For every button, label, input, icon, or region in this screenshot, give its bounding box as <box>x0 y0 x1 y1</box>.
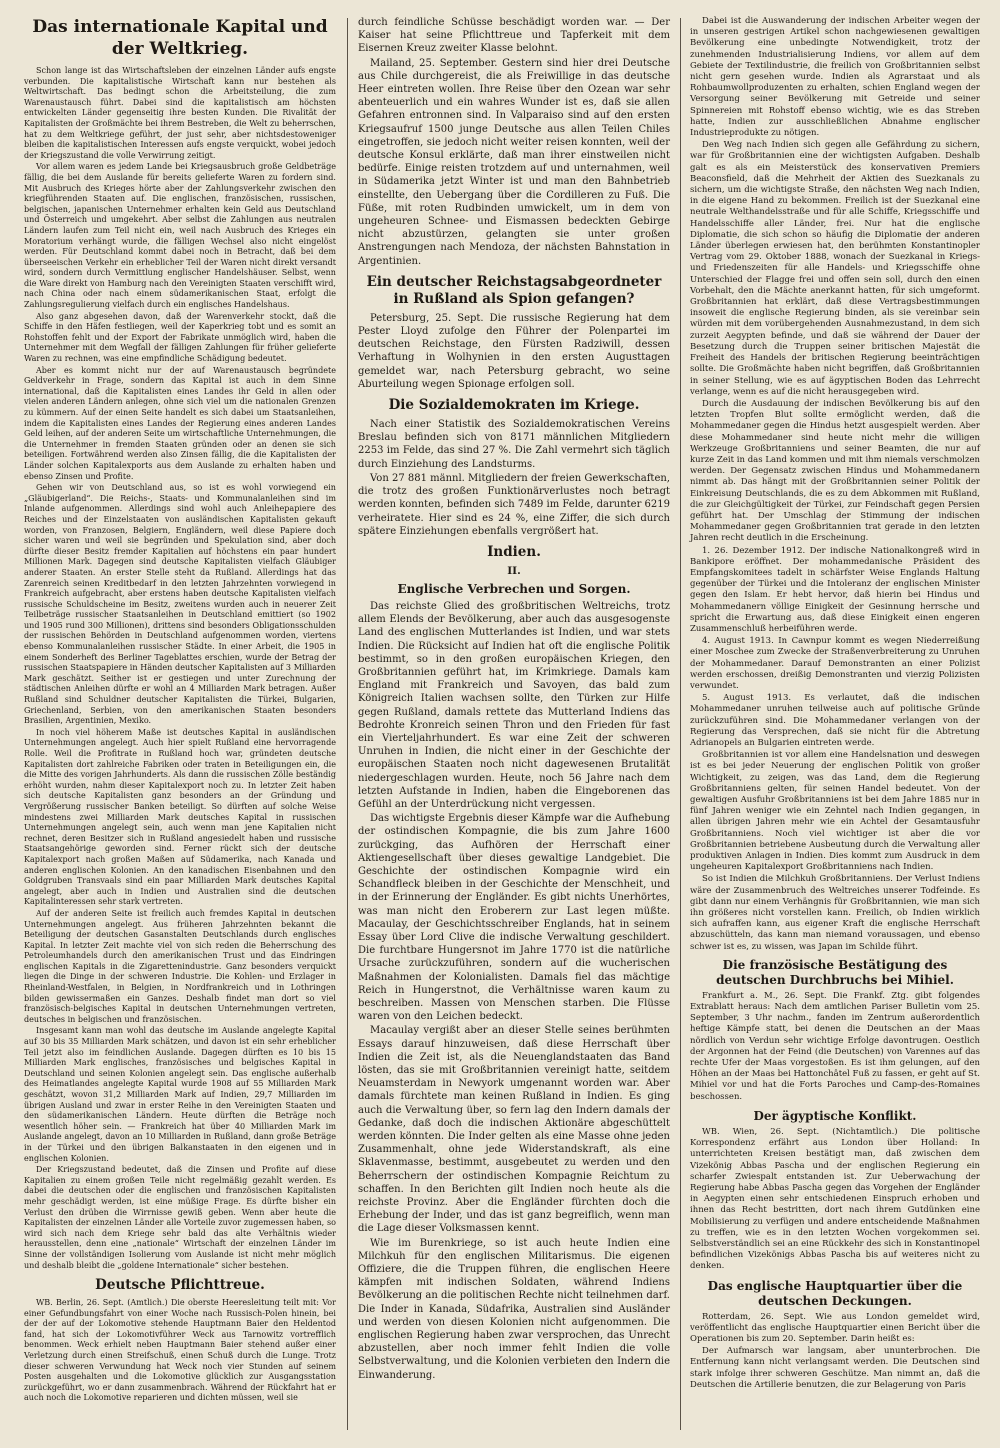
paragraph: Das wichtigste Ergebnis dieser Kämpfe war die Aufhebung der ostindischen Kompagnie, die bis zum Jahre 1600 zurückging, das Aufhören der Herrschaft einer Aktiengesellschaft über dieses gewaltige Landgebiet. Die Geschichte der ostindischen Kompagnie wird ein Schandfleck bleiben in der Geschichte der Menschheit, und in der Erinnerung der Engländer. Es gibt nichts Unerhörtes, was man nicht den Eroberern zur Last legen müßte. Macaulay, der Geschichtsschreiber Englands, hat in seinem Essay über Lord Clive die indische Verwaltung geschildert. Die furchtbare Hungersnot im Jahre 1770 ist die natürliche Ursache zurückzuführen, sondern auf die wucherischen Maßnahmen der Kolonialisten. Damals fiel das mächtige Reich in Hungerstnot, die Verhältnisse waren kaum zu beschreiben. Massen von Menschen starben. Die Flüsse waren von den Leichen bedeckt. <box>358 813 670 1023</box>
paragraph: Großbritannien ist vor allem eine Handelsnation und deswegen ist es bei jeder Neuerung der englischen Politik von großer Wichtigkeit, zu zeigen, was das Land, dem die Regierung Großbritanniens gelten, für seinen Handel bedeutet. Von der gewaltigen Ausfuhr Großbritanniens ist bei dem Jahre 1885 nur in fünf Jahren weniger wie ein Zehntel nach Indien gegangen, in allen übrigen Jahren mehr wie ein Achtel der Gesamtausfuhr Großbritanniens. Noch viel wichtiger ist aber die vor Großbritannien betriebene Ausbeutung durch die Verwaltung aller produktiven Anlagen in Indien. Dies kommt zum Ausdruck in dem ungeheuren Kapitalexport Großbritanniens nach Indien. <box>690 750 980 873</box>
paragraph: Vor allem waren es jedem Lande bei Kriegsausbruch große Geldbeträge fällig, die bei dem Auslande für bereits gelieferte Waren zu fordern sind. Mit Ausbruch des Krieges hörte aber der Zahlungsverkehr zwischen den kriegführenden Staaten auf. Die englischen, französischen, russischen, belgischen, japanischen Unternehmer erhalten kein Geld aus Deutschland und Österreich und umgekehrt. Aber selbst die Zahlungen aus neutralen Ländern laufen zum Teil nicht ein, weil nach Ausbruch des Krieges ein Moratorium verhängt wurde, die fälligen Wechsel also nicht eingelöst werden. Für Deutschland kommt dabei noch in Betracht, daß bei dem überseeischen Verkehr ein erheblicher Teil der Waren nicht direkt versandt wird, sondern durch Vermittlung englischer Handelshäuser. Selbst, wenn die Ware direkt von Hamburg nach den Vereinigten Staaten verschifft wird, nach China oder nach einem südamerikanischen Staat, erfolgt die Zahlungsregulierung vielfach durch ein englisches Handelshaus. <box>24 162 336 310</box>
article-international-capital <box>24 16 336 1271</box>
article-title: Der ägyptische Konflikt. <box>753 1108 917 1123</box>
paragraph: Der Aufmarsch war langsam, aber ununterbrochen. Die Entfernung kann nicht verlangsamt werden. Die Deutschen sind stark infolge ihrer schweren Geschütze. Man nimmt an, daß die Deutschen die Artillerie benutzen, die zur Belagerung von Paris <box>690 1346 980 1390</box>
paragraph: Rotterdam, 26. Sept. Wie aus London gemeldet wird, veröffentlicht das englische Hauptquartier einen Bericht über die Operationen bis zum 20. September. Darin heißt es: <box>690 1311 980 1344</box>
article-title: Ein deutscher Reichstagsabgeordneter in Rußland als Spion gefangen? <box>366 273 662 307</box>
article-egyptian-conflict <box>690 1109 980 1273</box>
article-title: Die Sozialdemokraten im Kriege. <box>388 397 640 414</box>
paragraph: Mailand, 25. September. Gestern sind hier drei Deutsche aus Chile durchgereist, die als Freiwillige in das deutsche Heer eintreten wollen. Ihre Reise über den Ozean war sehr abenteuerlich und ein wahres Wunder ist es, daß sie allen Gefahren entronnen sind. In Valparaiso sind auf den ersten Kriegsaufruf 1500 junge Deutsche aus allen Teilen Chiles eingetroffen, sie jedoch nicht weiter reisen konnten, weil der deutsche Konsul erklärte, daß man ihrer einstweilen nicht bedürfe. Einige reisten trotzdem auf und unternahmen, weil in Südamerika jetzt Winter ist und man den Bahnbetrieb einstellte, den Uebergang über die Cordilleren zu Fuß. Die Füße, mit roten Rudbinden umwickelt, um in dem von ungeheuren Schnee- und Eismassen bedeckten Gebirge nicht abzustürzen, gelangten sie unter großen Anstrengungen nach Mendoza, der nächsten Bahnstation in Argentinien. <box>358 57 670 267</box>
paragraph: Frankfurt a. M., 26. Sept. Die Frankf. Ztg. gibt folgendes Extrablatt heraus: Nach dem amtlichen Pariser Bulletin vom 25. September, 3 Uhr nachm., fanden im Zentrum außerordentlich heftige Kämpfe statt, bei denen die Deutschen an der Maas nördlich von Verdun sehr wichtige Erfolge davontrugen. Oestlich der Argonnen hat der Feind (die Deutschen) von Varennes auf das rechte Ufer der Maas vorgestoßen. Es ist ihm gelungen, auf den Höhen an der Maas bei Hattonchâtel Fuß zu fassen, er geht auf St. Mihiel vor und hat die Forts Paroches und Camp-des-Romaines beschossen. <box>690 990 981 1102</box>
article-subtitle: Englische Verbrechen und Sorgen. <box>397 581 631 596</box>
paragraph: Das reichste Glied des großbritischen Weltreichs, trotz allem Elends der Bevölkerung, aber auch das ausgesogenste Land des englischen Mutterlandes ist Indien, und war stets Indien. Die Rücksicht auf Indien hat oft die englische Politik bestimmt, so in den großen europäischen Kriegen, den Großbritannien geführt hat, im Krimkriege. Damals kam England mit Frankreich und Savoyen, das bald zum Königreich Italien wachsen sollte, den Türken zur Hilfe gegen Rußland, damals rettete das Mutterland Indiens das Bedrohte Kronreich seinen Thron und den Frieden für fast ein Vierteljahrhundert. Es war eine Zeit der schweren Unruhen in Indien, die nicht einer in der Geschichte der europäischen Staaten noch nicht dagewesenen Brutalität niedergeschlagen wurden. Heute, noch 56 Jahre nach dem letzten Aufstande in Indien, haben die Eingeborenen das Gefühl an der Unterdrückung nicht vergessen. <box>358 600 670 810</box>
column-3 <box>690 16 980 1397</box>
paragraph: WB. Wien, 26. Sept. (Nichtamtlich.) Die politische Korrespondenz erfährt aus London über Holland: In unterrichteten Kreisen bestätigt man, daß zwischen dem Vizekönig Abbas Pascha und der englischen Regierung ein scharfer Zwiespalt entstanden ist. Zur Ueberwachung der Regierung habe Abbas Pascha gegen das Vorgehen der Engländer in Aegypten einen sehr entschiedenen Einspruch erhoben und ihnen das Recht bestritten, dort nach ihrem Gutdünken eine Mobilisierung zu verfügen und andere entscheidende Maßnahmen zu treffen, wie es in den letzten Wochen vorgekommen sei. Selbstverständlich sei an eine Rückkehr des sich in Konstantinopel befindlichen Vizekönigs Abbas Pascha bis auf weiteres nicht zu denken. <box>690 1126 980 1272</box>
section-number: II. <box>507 564 521 577</box>
article-title: Indien. <box>487 543 541 560</box>
article-title: Die französische Bestätigung des deutschen Durchbruchs bei Mihiel. <box>716 957 954 987</box>
paragraph: 5. August 1913. Es verlautet, daß die indischen Mohammedaner unruhen teilweise auch auf politische Gründe zurückzuführen sind. Die Mohammedaner verlangen von der Regierung das Versprechen, daß sie nicht für die Abtretung Adrianopels an Bulgarien eintreten werde. <box>690 693 980 748</box>
paragraph: Von 27 881 männl. Mitgliedern der freien Gewerkschaften, die trotz des großen Funktionärverlustes noch betragt werden konnten, befinden sich 7489 im Felde, darunter 6219 verheiratete. Hier sind es 24 %, eine Ziffer, die sich durch spätere Einziehungen ebenfalls vergrößert hat. <box>358 472 670 537</box>
article-title: Das internationale Kapital und der Weltkrieg. <box>32 17 328 59</box>
article-title: Deutsche Pflichttreue. <box>95 1277 265 1294</box>
paragraph: Also ganz abgesehen davon, daß der Warenverkehr stockt, daß die Schiffe in den Häfen festliegen, weil der Kaperkrieg tobt und es somit an Rohstoffen fehlt und der Export der Fabrikate unmöglich wird, haben die Unternehmer mit dem Wegfall der fälligen Zahlungen für früher gelieferte Waren zu rechnen, was eine empfindliche Schädigung bedeutet. <box>24 311 336 364</box>
paragraph: Aber es kommt nicht nur der auf Warenaustausch begründete Geldverkehr in Frage, sondern das Kapital ist auch in dem Sinne international, daß die Kapitalisten eines Landes ihr Geld in allen oder vielen anderen Ländern anlegen, ohne sich viel um die nationalen Grenzen zu kümmern. Auf der einen Seite handelt es sich dabei um Staatsanleihen, indem die Kapitalisten eines Landes der Regierung eines anderen Landes Geld leihen, auf der anderen Seite um wirtschaftliche Unternehmungen, die die Unternehmer in fremden Staaten gründen oder an denen sie sich beteiligen. Fortwährend werden also Zinsen fällig, die die Kapitalisten der Länder solchen Kapitalexports aus dem Auslande zu erhalten haben und ebenso Zinsen und Profite. <box>24 365 336 481</box>
article-french-confirmation <box>690 958 980 1103</box>
paragraph: Nach einer Statistik des Sozialdemokratischen Vereins Breslau befinden sich von 8171 männlichen Mitgliedern 2253 im Felde, das sind 27 %. Die Zahl vermehrt sich täglich durch Einziehung des Landsturms. <box>358 419 670 470</box>
paragraph: 1. 26. Dezember 1912. Der indische Nationalkongreß wird in Bankipore eröffnet. Der mohammedanische Präsident des Empfangskomitees tadelt in schärfster Weise Englands Haltung gegenüber der Türkei und die Intoleranz der englischen Minister gegen den Islam. Er hebt hervor, daß hierin bei Hindus und Mohammedanern völlige Einigkeit der Gesinnung herrsche und spricht die Erwartung aus, daß diese Einigkeit einen engeren Zusammenschluß herbeiführen werde. <box>690 545 980 634</box>
article-duty <box>24 1277 336 1404</box>
paragraph: Wie im Burenkriege, so ist auch heute Indien eine Milchkuh für den englischen Militarismus. Die eigenen Offiziere, die die Truppen führen, die englischen Heere kämpfen mit indischen Soldaten, während Indiens Bevölkerung an die politischen Rechte nicht teilnehmen darf. Die Inder in Kanada, Südafrika, Australien sind Ausländer und werden von diesen Kolonien nicht aufgenommen. Die englischen Regierung haben zwar versprochen, das Unrecht abzustellen, aber noch immer fehlt Indien die volle Selbstverwaltung, und die Kolonien verbieten den Indern die Einwanderung. <box>358 1237 670 1381</box>
paragraph: durch feindliche Schüsse beschädigt worden war. — Der Kaiser hat seine Pflichttreue und Tapferkeit mit dem Eisernen Kreuz zweiter Klasse belohnt. <box>358 17 670 55</box>
column-2 <box>358 16 670 1388</box>
paragraph: Den Weg nach Indien sich gegen alle Gefährdung zu sichern, war für Großbritannien eine der wichtigsten Aufgaben. Deshalb galt es als ein Meisterstück des konservativen Premiers Beaconsfield, daß die Mehrheit der Aktien des Suezkanals zu sichern, um die wichtigste Straße, den nächsten Weg nach Indien, in die eigene Hand zu bekommen. Freilich ist der Suezkanal eine neutrale Welthandelsstraße und für alle Schiffe, Kriegsschiffe und Handelsschiffe aller Länder, frei. Nur hat die englische Diplomatie, die sich schon so häufig die Diplomatie der anderen Länder überlegen erwiesen hat, den berühmten Konstantinopler Vertrag vom 29. Oktober 1888, wonach der Suezkanal in Kriegs- und Friedenszeiten für alle Handels- und Kriegsschiffe ohne Unterschied der Flagge frei und offen sein soll, durch den einen Vorbehalt, den die Mächte anerkannt hatten, für sich umgeformt. Großbritannien hat erklärt, daß diese Vertragsbestimmungen insoweit die englische Regierung binden, als sie vereinbar sein würden mit dem vorübergehenden Ausnahmezustand, in dem sich zurzeit Aegypten befinde, und daß sie während der Dauer der Besetzung durch die Truppen seiner britischen Majestät die Freiheit des Handels der britischen Regierung beeinträchtigen sollte. Die Großmächte haben nicht begriffen, daß Großbritannien in seiner Stellung, wie es auf ägyptischen Boden das Lehrrecht verlange, wenn es auf die nicht herausgegeben wird. <box>690 140 980 397</box>
paragraph: Petersburg, 25. Sept. Die russische Regierung hat dem Pester Lloyd zufolge den Führer der Polenpartei im deutschen Reichstage, den Fürsten Radziwill, dessen Verhaftung in Wolhynien in den ersten Augusttagen gemeldet war, nach Petersburg gebracht, wo seine Aburteilung wegen Spionage erfolgen soll. <box>358 312 670 390</box>
article-title: Das englische Hauptquartier über die deutschen Deckungen. <box>707 1278 963 1308</box>
paragraph: Auf der anderen Seite ist freilich auch fremdes Kapital in deutschen Unternehmungen angelegt. Aus früheren Jahrzehnten bekannt die Beteiligung der deutschen Gasanstalten Deutschlands durch englisches Kapital. In letzter Zeit machte viel von sich reden die Beherrschung des Petroleumhandels durch den amerikanischen Trust und das Eindringen englischen Kapitals in die Zigarettenindustrie. Ganz besonders verquickt liegen die Dinge in der schweren Industrie. Die Kohlen- und Erzlager in Rheinland-Westfalen, in Belgien, in Nordfrankreich und in Lothringen bilden gewissermaßen ein Ganzes. Deshalb findet man dort so viel französisch-belgisches Kapital in deutschen Unternehmungen vertreten, deutsches in belgischen und französischen. <box>24 908 336 1024</box>
paragraph: Schon lange ist das Wirtschaftsleben der einzelnen Länder aufs engste verbunden. Die kapitalistische Wirtschaft kann nur bestehen als Weltwirtschaft. Das bedingt schon die Arbeitsteilung, die zum Warenaustausch führt. Dabei sind die kapitalistisch am höchsten entwickelten Länder gegenseitig ihre besten Kunden. Die Rivalität der Kapitalisten der Großmächte bei ihrem Bestreben, die Welt zu beherrschen, hat zu dem Weltkriege geführt, der just sehr, aber nichtsdestoweniger bleiben die kapitalistischen Interessen aufs engste verquickt, wobei jedoch der Kriegszustand die volle Verwirrung zeitigt. <box>24 66 336 160</box>
paragraph: In noch viel höherem Maße ist deutsches Kapital in ausländischen Unternehmungen angelegt. Auch hier spielt Rußland eine hervorragende Rolle. Weil die Profitrate in Rußland hoch war, gründeten deutsche Kapitalisten dort zahlreiche Fabriken oder traten in Beteiligungen ein, die die Mitte des vorigen Jahrhunderts. Als dann die russischen Zölle beständig erhöht wurden, nahm dieser Kapitalexport noch zu. In letzter Zeit haben sich deutsche Kapitalisten ganz besonders an der Gründung und Vergrößerung russischer Banken beteiligt. So dürften auf solche Weise mindestens zwei Milliarden Mark deutsches Kapital in russischen Unternehmungen angelegt sein, auch wenn man jene Kapitalien nicht rechnet, deren Besitzer sich in Rußland angesiedelt haben und russische Staatsangehörige geworden sind. Ferner rückt sich der deutsche Kapitalexport nach großen Maßen auf Südamerika, nach Kanada und anderen englischen Kolonien. An den kanadischen Eisenbahnen und den Goldgruben Transvaals sind ein paar Milliarden Mark deutsches Kapital angelegt, aber auch in Indien und Australien sind die deutschen Kapitalinteressen sehr stark vertreten. <box>24 727 336 907</box>
article-india <box>358 544 670 1382</box>
column-1 <box>24 16 336 1410</box>
column-rule <box>347 18 348 1430</box>
paragraph: Durch die Ausdauung der indischen Bevölkerung bis auf den letzten Tropfen Blut sollte ermöglicht werden, daß die Mohammedaner gegen die Hindus hetzt ausgespielt werden. Aber diese Mohammedaner sind heute nicht mehr die willigen Werkzeuge Großbritanniens und seiner Beamten, die nur auf kurze Zeit in das Land kommen und mit ihm niemals verschmolzen werden. Der Gegensatz zwischen Hindus und Mohammedanern nimmt ab. Das hängt mit der Großbritannien seiner Politik der Einkreisung Deutschlands, die es zu dem Abkommen mit Rußland, die zur Gleichgültigkeit der Türkei, zur Feindschaft gegen Persien geführt hat. Der Umschlag der Stimmung der indischen Mohammedaner gegen Großbritannien trat gerade in den letzten Jahren recht deutlich in die Erscheinung. <box>690 398 980 544</box>
paragraph: Macaulay vergißt aber an dieser Stelle seines berühmten Essays darauf hinzuweisen, daß diese Herrschaft über Indien die Zeit ist, als die Neuenglandstaaten das Band lösten, das sie mit Großbritannien vereinigt hatte, seitdem Neuamsterdam in Newyork umgenannt worden war. Aber damals fürchtete man keinen Rußland in Indien. Es ging auch die Verwaltung über, so fern lag den Indern damals der Gedanke, daß doch die indischen Aktionäre abgeschüttelt werden könnten. Die Inder gelten als eine Masse ohne jeden Zusammenhalt, ohne jede Widerstandskraft, als eine Sklavenmasse, bestimmt, ausgebeutet zu werden und den Beherrschern der ostindischen Kompagnie Reichtum zu schaffen. In den Berichten gilt Indien noch heute als die reichste Provinz. Aber die Engländer fürchten doch die Erhebung der Inder, und das ist ganz begreiflich, wenn man die Lage dieser Volksmassen kennt. <box>358 1025 670 1235</box>
paragraph: Der Kriegszustand bedeutet, daß die Zinsen und Profite auf diese Kapitalien zu einem großen Teile nicht regelmäßig gezahlt werden. Es dabei die deutschen oder die englischen und französischen Kapitalisten mehr geschädigt werden, ist eine müßige Frage. Es dürfte bisher ein Verlust den drüben die Wirrnisse gewiß geben. Wenn aber heute die Kapitalisten der einzelnen Länder alle Vorteile zuvor zugemessen haben, so wird sich nach dem Kriege sehr bald das alte Verhältnis wieder herausstellen, denn eine „nationale“ Wirtschaft der einzelnen Länder im Sinne der vollständigen Isolierung vom Auslande ist nicht mehr möglich und deshalb bleibt die „goldene Internationale“ sicher bestehen. <box>24 1165 336 1270</box>
paragraph: 4. August 1913. In Cawnpur kommt es wegen Niederreißung einer Moschee zum Zwecke der Straßenverbreiterung zu Unruhen der Mohammedaner. Darauf Demonstranten an einer Polizist werden erschossen, dreißig Demonstranten und vierzig Polizisten verwundet. <box>690 636 980 691</box>
article-english-hq <box>690 1279 980 1391</box>
paragraph: Gehen wir von Deutschland aus, so ist es wohl vorwiegend ein „Gläubigerland“. Die Reichs-, Staats- und Kommunalanleihen sind im Inlande aufgenommen. Allerdings sind wohl auch Anleihepapiere des Reiches und der Einzelstaaten von ausländischen Kapitalisten gekauft worden, von Franzosen, Belgiern, Engländern, weil diese Papiere doch sicher waren und weil sie begründen und Spekulation sind, aber doch dürfte dieser Besitz fremder Kapitalien auf höchstens ein paar hundert Millionen Mark. Dagegen sind deutsche Kapitalisten vielfach Gläubiger anderer Staaten. An erster Stelle steht da Rußland. Allerdings hat das Zarenreich seinen Kreditbedarf in den letzten Jahrzehnten vorwiegend in Frankreich aufgebracht, aber erstens haben deutsche Kapitalisten vielfach russische Schuldscheine im Besitz, zweitens wurden auch in neuerer Zeit Teilbeträge russischer Staatsanleihen in Deutschland emittiert (so 1902 und 1905 rund 300 Millionen), drittens sind besonders Obligationsschulden der russischen Behörden in Deutschland aufgenommen worden, viertens ebenso Kommunalanleihen russischer Städte. In einer Arbeit, die 1905 in einem Sonderheft des Berliner Tageblattes erschien, wurde der Betrag der russischen Staatspapiere in Händen deutscher Kapitalisten auf 3 Milliarden Mark geschätzt. Seither ist er gestiegen und unter Zurechnung der städtischen Anleihen dürfte er wohl an 4 Milliarden Mark betragen. Außer Rußland sind Schuldner deutscher Kapitalisten die Türkei, Bulgarien, Griechenland, Serbien, von den amerikanischen Staaten besonders Brasilien, Argentinien, Mexiko. <box>24 483 336 726</box>
column-rule <box>680 18 681 1430</box>
article-spy <box>358 274 670 391</box>
paragraph: WB. Berlin, 26. Sept. (Amtlich.) Die oberste Heeresleitung teilt mit: Vor einer Gefundbungsfahrt von einer Woche nach Russisch-Polen hinein, bei der der auf der Lokomotive stehende Hauptmann Baier den Heldentod fand, hat sich der Lokomotivführer Weck aus Tarnowitz vortrefflich benommen. Weck erhielt neben Hauptmann Baier stehend außer einer Verletzung durch einen Streifschuß, einen Schuß durch die Lunge. Trotz dieser schweren Verwundung hat Weck noch vier Stunden auf seinem Posten ausgehalten und die Lokomotive glücklich zur Ausgangsstation zurückgeführt, wo er dann zusammenbrach. Während der Rückfahrt hat er auch noch die Lokomotive reparieren und dichten müssen, weil sie <box>24 1298 336 1403</box>
paragraph: So ist Indien die Milchkuh Großbritanniens. Der Verlust Indiens wäre der Zusammenbruch des Weltreiches unserer Todfeinde. Es gibt dann nur einem Verhängnis für Großbritannien, wie man sich ihn größeres nicht vorstellen kann. Freilich, ob Indien wirklich sich aufraffen kann, aus eigener Kraft die englische Herrschaft abzuschütteln, das kann man niemand voraussagen, und ebenso schwer ist es, zu wissen, was Japan im Schilde führt. <box>690 874 980 952</box>
paragraph: Insgesamt kann man wohl das deutsche im Auslande angelegte Kapital auf 30 bis 35 Milliarden Mark schätzen, und davon ist ein sehr erheblicher Teil jetzt also im feindlichen Auslande. Dagegen dürften es 10 bis 15 Milliarden Mark englisches, französisches und belgisches Kapital in Deutschland und seinen Kolonien angelegt sein. Das englische außerhalb des Heimatlandes angelegte Kapital wurde 1908 auf 55 Milliarden Mark geschätzt, wovon 31,2 Milliarden Mark auf Indien, 29,7 Milliarden im übrigen Ausland und zwar in erster Reihe in den Vereinigten Staaten und den südamerikanischen Ländern. Heute dürften die Beträge noch wesentlich höher sein. — Frankreich hat über 40 Milliarden Mark im Auslande angelegt, davon an 10 Milliarden in Rußland, dann große Beträge in der Türkei und den übrigen Balkanstaaten in den eigenen und in englischen Kolonien. <box>24 1026 336 1163</box>
paragraph: Dabei ist die Auswanderung der indischen Arbeiter wegen der in unseren gestrigen Artikel schon nachgewiesenen gewaltigen Bevölkerung eine unbedingte Notwendigkeit, trotz der zunehmenden Industrialisierung Indiens, vor allem auf dem Gebiete der Textilindustrie, die freilich von Großbritannien selbst nicht gern gesehen wurde. Indien als Agrarstaat und als Rohbaumwollproduzenten zu erhalten, schien England wegen der Versorgung seiner Bevölkerung mit Getreide und seiner Spinnereien mit Rohstoff ebenso wichtig, wie es das Streben hatte, Indien zur ausschließlichen Abnahme englischer Industrieprodukte zu nötigen. <box>690 16 980 139</box>
article-social-democrats <box>358 397 670 538</box>
